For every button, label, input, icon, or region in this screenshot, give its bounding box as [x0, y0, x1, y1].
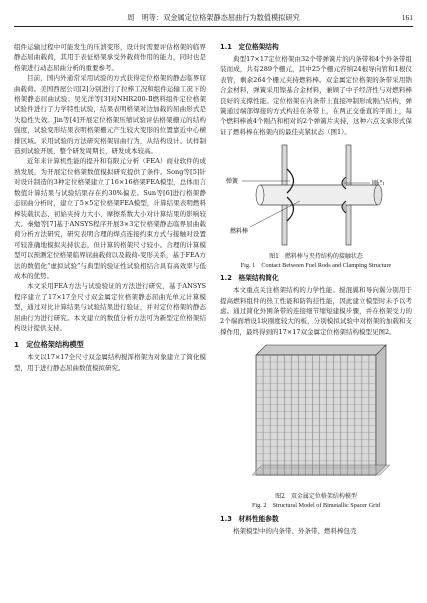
fig2-drawing — [220, 341, 412, 493]
left-column — [14, 42, 206, 373]
fig1-drawing — [220, 141, 412, 253]
figure-2-caption-en: Fig. 2 Structural Model of Bimetallic Spacer Grid — [251, 501, 381, 509]
paragraph: 近年来计算机性能的提升和有限元分析（FEA）商业软件的成熟发展，为开展定位格架数值模拟研究提供了条件。Song等[5]针对设计制造的3种定位格架建立了16×16格架FEA模型，总体而言数值计算结果与试验结果存在约30%偏差。Sun等[6]进行格架静态屈曲分析时，建立了5×5定位格架FEA模型，计算结果表明燃料棒装载状态、初始夹持力大小、摩擦系数大小对计算结果的影响较大。秦勉等[7]基于ANSYS程序开展3×3定位格架静态临界屈曲载荷分析方法研究，研究表明合理的焊点连接约束方式与接触对设置可较准确地模拟夹持状态，但计算的格架尺寸较小。合理的计算模型可以预测定位格架临界屈曲载荷以及载荷-变形关系，基于FEA方法的数值化“虚拟试验”与典型的验证性试验相结合具有高效率与低成本的优势。 — [14, 157, 206, 280]
paragraph: 典型17×17定位格架由32个带弹簧片的内条带和4个外条带组装而成，共有289个栅元，其中25个栅元容纳24根导向管和1根仪表管，剩余264个栅元夹持燃料棒。双金属定位格架的条带采用锆合金材料，弹簧采用镍基合金材料，兼顾了中子经济性与对燃料棒良好的支撑性能。定位格架在内条带上直接冲制形成刚凸结构，弹簧通过端部焊接的方式构挂在条带上，在两正交垂直的平面上，每个燃料棒被4个刚凸和相对的2个弹簧片夹持，这种六点支承形式保证了燃料棒在格架内的最佳夹紧状态（图1）。 — [220, 55, 412, 136]
figure-2-grid-model — [220, 341, 412, 493]
section-heading: 1 定位格架结构模型 — [14, 340, 84, 350]
paragraph: 本文重点关注格架结构的力学性能。搅混翼和导向翼分别用于提高燃料组件的热工性能和防钩挂性能，因此建立模型时未予以考虑。通过简化外围条带的连接细节缩短建模步骤，并在格架受力的2个端面增设1块刚度较大的板，分别模拟试验中对格架的加载和支撑作用，最终得到的17×17双金属定位格架结构模型见图2。 — [220, 286, 412, 336]
paragraph: 目前，国内外通常采用试验的方式获得定位格架的静态临界屈曲载荷。美国西屋公司[2]分别进行了拉棒工况和组件运输工况下的格架静态屈曲试验；吴光洋等[3]对NHR200-Ⅱ燃料组件定位格架试验件进行了力学特性试验，结果表明格架对边加载的屈曲形式是失稳性失效。Jin等[4]开展定位格架压缩试验评估格架栅元的结构强度，试验变形结果表明格架栅元产生较大变形的位置靠近中心横排区域。采用试验的方法研究格架屈曲行为，从结构设计、试样制造到试验开展，整个研发周期长，研发成本较高。 — [14, 74, 206, 156]
paragraph: 格架模型中的内条带、外条带、燃料棒包壳 — [233, 527, 357, 536]
subsection-heading: 1.3 材料性能参数 — [220, 515, 279, 524]
running-title: 周 明等：双金属定位格架静态屈曲行为数值模拟研究 — [127, 13, 300, 22]
fig1-rod-label: 燃料棒 — [230, 228, 249, 236]
right-column — [220, 42, 412, 537]
paragraph: 本文采用FEA方法与试验验证的方法进行研究，基于ANSYS程序建立了17×17全尺寸双金属定位格架静态屈曲光单元计算模型，通过对比计算结果与试验结果进行验证，并对定位格架的静态屈曲行为进行研究。本文建立的数值分析方法可为新型定位格架结构设计提供支持。 — [14, 282, 206, 332]
subsection-heading: 1.1 定位格架结构 — [220, 43, 279, 51]
fig1-spring-label: 弹簧 — [226, 178, 239, 186]
figure-1-contact-diagram — [220, 141, 412, 253]
running-header — [14, 10, 413, 27]
paragraph: 组件运输过程中可能发生的压溃变形，设计时需要评估格架的临界静态屈曲载荷，其用于表征格架承受外载荷作用的能力，同时也是格架进行动态屈曲分析的重要参考。 — [14, 43, 206, 72]
subsection-heading: 1.2 格架结构简化 — [220, 274, 279, 283]
paragraph: 本文以17×17全尺寸双金属结构搅浑格架为对象建立了简化模型，用于进行静态屈曲数值模拟研究。 — [14, 353, 206, 372]
fig1-dimple-label: 刚凸 — [372, 180, 385, 188]
figure-1-caption-en: Fig. 1 Contact Between Fuel Rods and Clamping Structure — [240, 261, 392, 269]
figure-2-caption-cn: 图2 双金属定位格架结构模型 — [275, 493, 357, 501]
page-number: 161 — [401, 13, 413, 22]
figure-1-caption-cn: 图1 燃料棒与夹持结构的接触状态 — [269, 253, 363, 261]
